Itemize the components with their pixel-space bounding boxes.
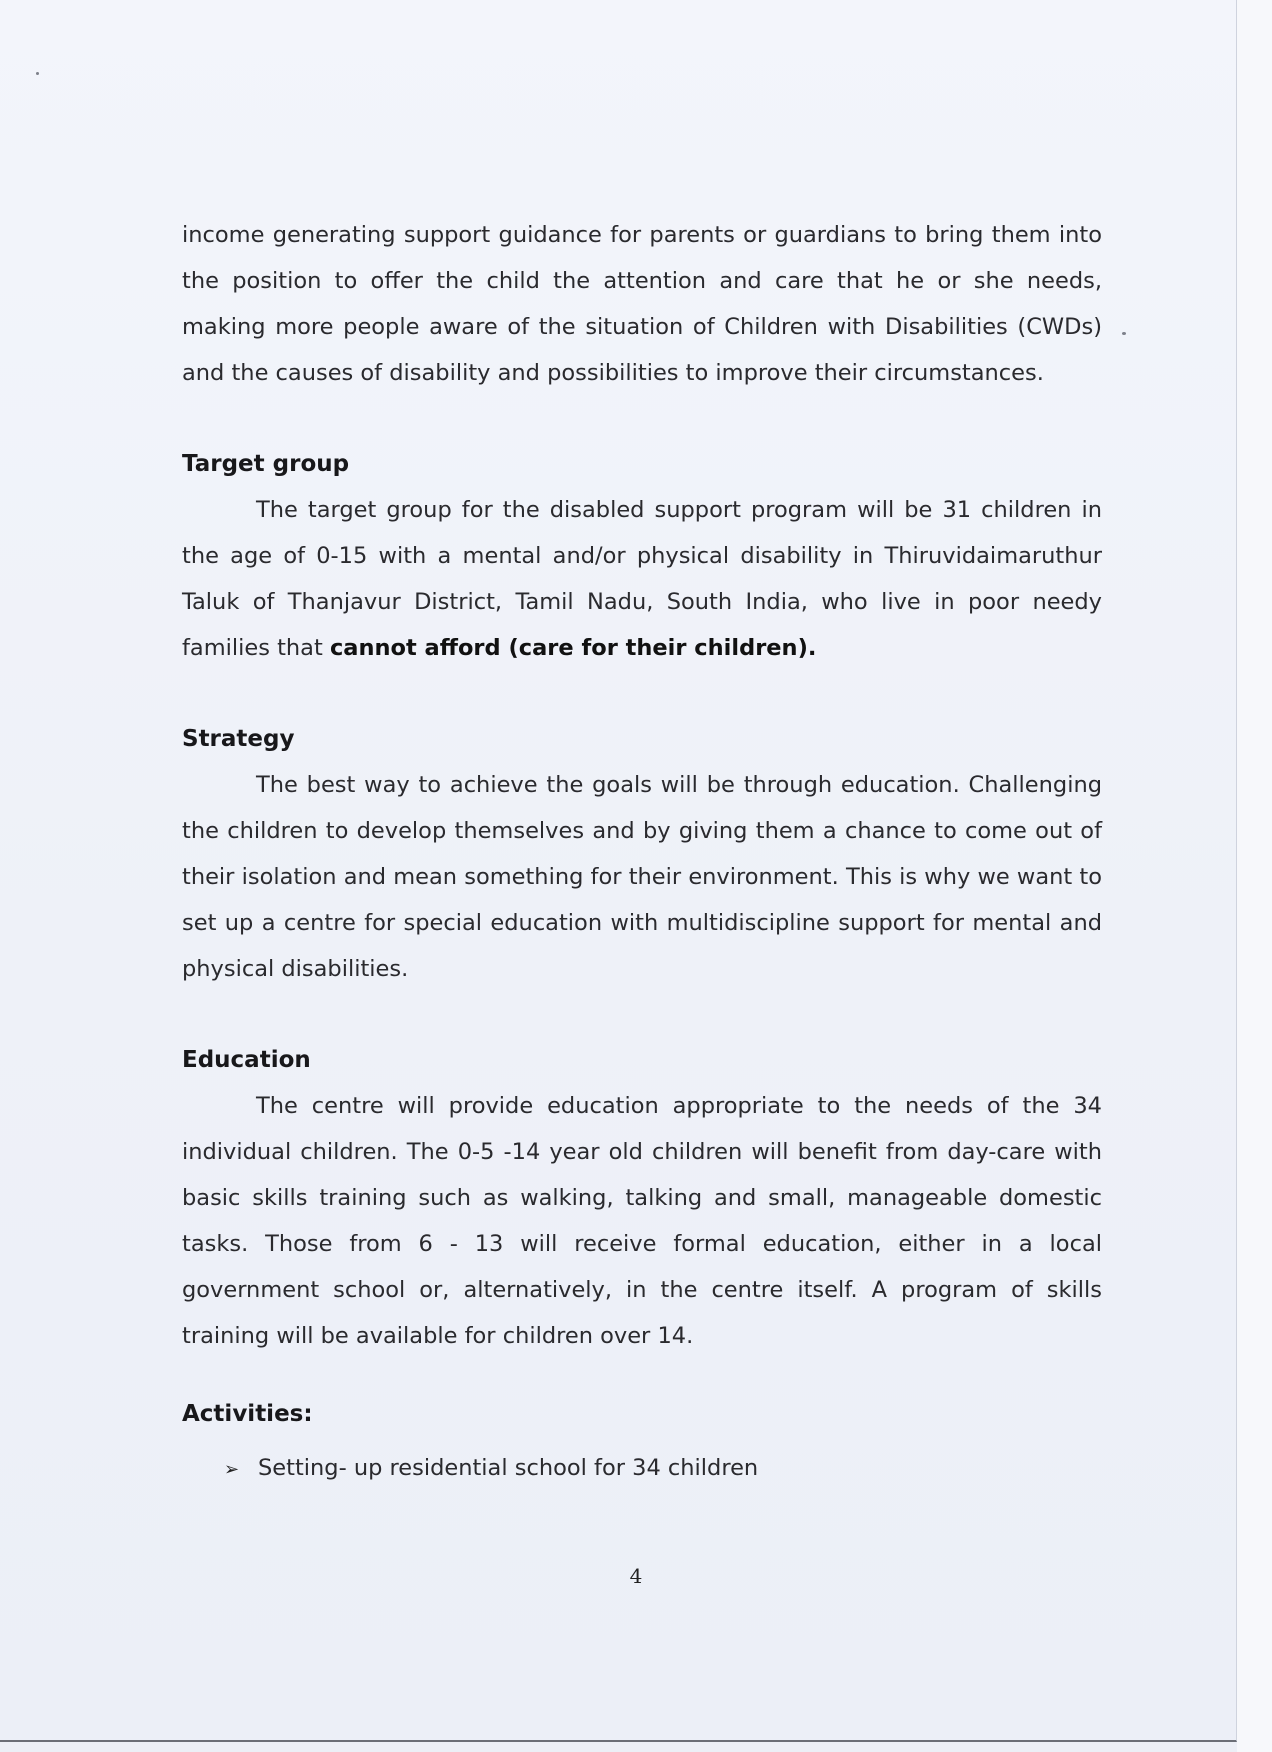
strategy-paragraph: The best way to achieve the goals will be through education. Challenging the children to develop themselves and by giving them a chance to come out of their isolation and mean something for their environment. This is why we want to set up a centre for special education with multidiscipline support for mental and physical disabilities. <box>182 772 1102 982</box>
document-body <box>182 212 1102 1493</box>
target-group-emphasis: cannot afford (care for their children). <box>329 635 817 661</box>
activities-list-item <box>182 1445 1102 1493</box>
scan-margin <box>1237 0 1272 1752</box>
page-number: 4 <box>629 1564 643 1588</box>
strategy-heading: Strategy <box>182 726 295 752</box>
scan-speck <box>1122 332 1126 335</box>
target-group-text: The target group for the disabled support program will be 31 children in the age of 0-15 with a mental and/or physical disability in Thiruvidaimaruthur Taluk of Thanjavur District, Tamil Nadu, South India, who live in poor needy families that <box>182 497 1102 661</box>
activities-item-text: Setting- up residential school for 34 children <box>258 1455 759 1481</box>
education-paragraph: The centre will provide education appropriate to the needs of the 34 individual children. The 0-5 -14 year old children will benefit from day-care with basic skills training such as walking, talking and small, manageable domestic tasks. Those from 6 - 13 will receive formal education, either in a local government school or, alternatively, in the centre itself. A program of skills training will be available for children over 14. <box>182 1093 1102 1349</box>
education-heading: Education <box>182 1047 311 1073</box>
scan-speck <box>36 72 39 75</box>
arrow-bullet-icon: ➢ <box>224 1459 240 1480</box>
target-group-paragraph <box>182 487 1102 671</box>
activities-heading: Activities: <box>182 1401 313 1427</box>
intro-paragraph: income generating support guidance for parents or guardians to bring them into the position to offer the child the attention and care that he or she needs, making more people aware of the situation of Children with Disabilities (CWDs) and the causes of disability and possibilities to improve their circumstances. <box>182 222 1102 386</box>
target-group-heading: Target group <box>182 451 350 477</box>
